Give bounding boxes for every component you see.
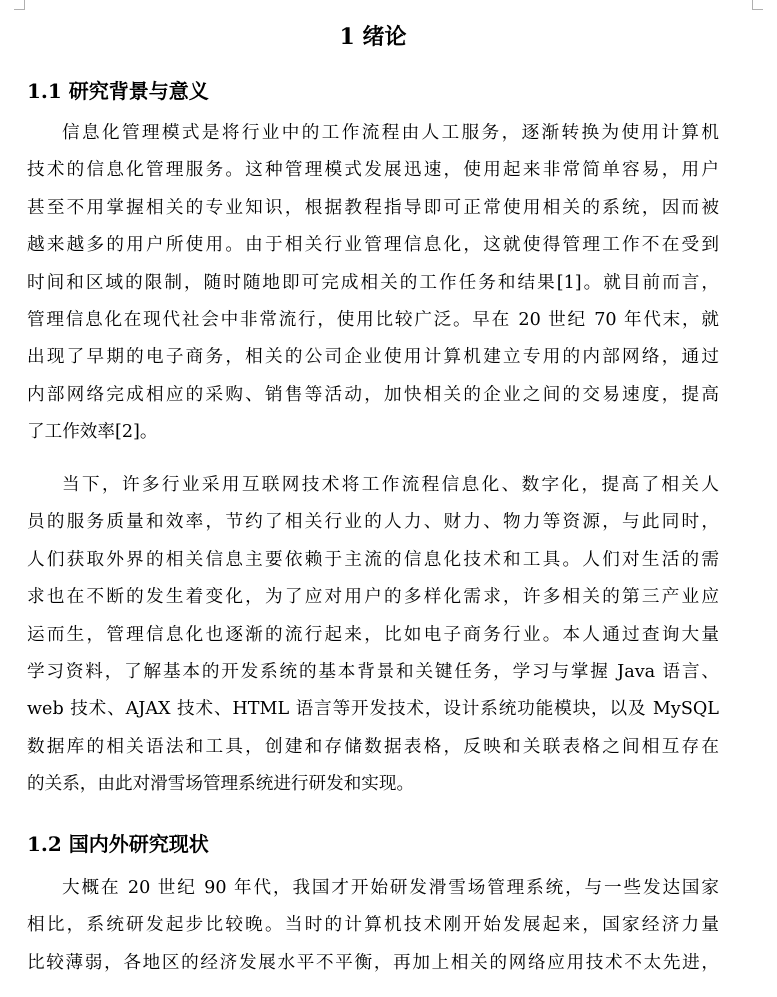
text-line: 内部网络完成相应的采购、销售等活动，加快相关的企业之间的交易速度，提高: [27, 384, 719, 405]
text-line: 比较薄弱，各地区的经济发展水平不平衡，再加上相关的网络应用技术不太先进，: [27, 952, 719, 973]
text-line: web 技术、AJAX 技术、HTML 语言等开发技术，设计系统功能模块，以及 MySQL: [27, 699, 719, 720]
text-line: 出现了早期的电子商务，相关的公司企业使用计算机建立专用的内部网络，通过: [27, 347, 719, 368]
text-line: 甚至不用掌握相关的专业知识，根据教程指导即可正常使用相关的系统，因而被: [27, 197, 719, 218]
paragraph-status-1: [27, 870, 719, 982]
crop-mark-top-left: [14, 0, 25, 10]
text-line: 当下，许多行业采用互联网技术将工作流程信息化、数字化，提高了相关人: [62, 475, 719, 495]
text-line: 人们获取外界的相关信息主要依赖于主流的信息化技术和工具。人们对生活的需: [27, 549, 719, 570]
text-line: 求也在不断的发生着变化，为了应对用户的多样化需求，许多相关的第三产业应: [27, 587, 719, 608]
text-line: 时间和区域的限制，随时随地即可完成相关的工作任务和结果[1]。就目前而言，: [27, 272, 719, 293]
text-line: 了工作效率[2]。: [27, 422, 158, 443]
paragraph-background-2: [27, 467, 719, 804]
text-line: 学习资料，了解基本的开发系统的基本背景和关键任务，学习与掌握 Java 语言、: [27, 661, 719, 682]
text-line: 越来越多的用户所使用。由于相关行业管理信息化，这就使得管理工作不在受到: [27, 235, 719, 256]
text-line: 数据库的相关语法和工具，创建和存储数据表格，反映和关联表格之间相互存在: [27, 736, 719, 757]
text-line: 员的服务质量和效率，节约了相关行业的人力、财力、物力等资源，与此同时，: [27, 512, 719, 533]
chapter-title: 1 绪论: [339, 24, 407, 50]
section-heading-1-2: 1.2 国内外研究现状: [27, 832, 209, 856]
text-line: 的关系，由此对滑雪场管理系统进行研发和实现。: [27, 774, 415, 795]
text-line: 大概在 20 世纪 90 年代，我国才开始研发滑雪场管理系统，与一些发达国家: [62, 878, 719, 898]
text-line: 信息化管理模式是将行业中的工作流程由人工服务，逐渐转换为使用计算机: [62, 123, 719, 143]
text-line: 相比，系统研发起步比较晚。当时的计算机技术刚开始发展起来，国家经济力量: [27, 915, 719, 936]
section-heading-1-1: 1.1 研究背景与意义: [27, 79, 209, 103]
text-line: 技术的信息化管理服务。这种管理模式发展迅速，使用起来非常简单容易，用户: [27, 160, 719, 181]
crop-mark-top-right: [752, 0, 763, 10]
paragraph-background-1: [27, 115, 719, 452]
text-line: 管理信息化在现代社会中非常流行，使用比较广泛。早在 20 世纪 70 年代末，就: [27, 309, 719, 330]
text-line: 运而生，管理信息化也逐渐的流行起来，比如电子商务行业。本人通过查询大量: [27, 624, 719, 645]
